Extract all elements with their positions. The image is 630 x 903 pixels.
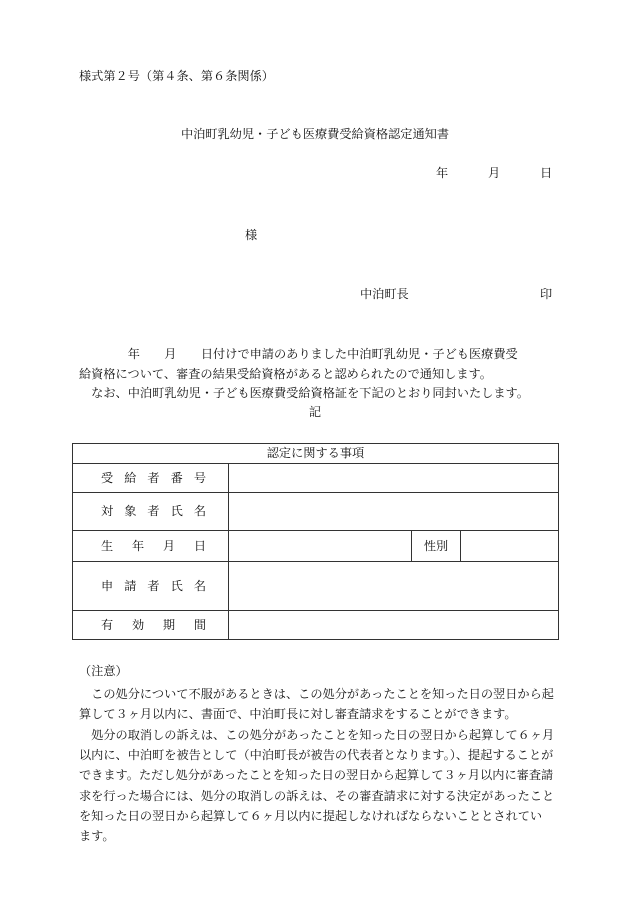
ki-marker: 記 bbox=[308, 405, 322, 419]
label-applicant-name bbox=[73, 562, 229, 611]
value-birth-date bbox=[229, 531, 412, 562]
addressee-suffix: 様 bbox=[245, 228, 258, 242]
value-gender bbox=[461, 531, 559, 562]
label-char: 申 bbox=[101, 578, 114, 593]
note-line: できます。ただし処分があったことを知った日の翌日から起算して３ヶ月以内に審査請 bbox=[79, 768, 554, 782]
label-char: 年 bbox=[131, 538, 145, 553]
body-line: なお、中泊町乳幼児・子ども医療費受給資格証を下記のとおり同封いたします。 bbox=[79, 386, 529, 400]
value-applicant-name bbox=[229, 562, 559, 611]
label-char: 名 bbox=[193, 578, 206, 593]
label-recipient-number bbox=[73, 464, 229, 493]
label-char: 有 bbox=[101, 617, 114, 632]
label-char: 給 bbox=[124, 470, 137, 485]
label-char: 請 bbox=[124, 578, 137, 593]
label-gender: 性別 bbox=[412, 531, 461, 562]
value-recipient-number bbox=[229, 464, 559, 493]
label-char: 月 bbox=[162, 538, 176, 553]
certification-table bbox=[72, 443, 559, 640]
body-line: 給資格について、審査の結果受給資格があると認められたので通知します。 bbox=[79, 367, 492, 381]
value-subject-name bbox=[229, 493, 559, 531]
seal-mark: 印 bbox=[540, 287, 553, 301]
label-char: 象 bbox=[124, 504, 137, 519]
label-validity-period bbox=[73, 611, 229, 640]
body-line: 年 月 日付けで申請のありました中泊町乳幼児・子ども医療費受 bbox=[79, 347, 518, 361]
note-line: 処分の取消しの訴えは、この処分があったことを知った日の翌日から起算して６ヶ月 bbox=[79, 728, 555, 742]
label-char: 対 bbox=[101, 504, 114, 519]
label-birth-date bbox=[73, 531, 229, 562]
notes-heading: （注意） bbox=[79, 664, 128, 678]
label-char: 名 bbox=[193, 504, 206, 519]
label-char: 効 bbox=[131, 617, 145, 632]
label-char: 者 bbox=[147, 578, 160, 593]
label-char: 生 bbox=[101, 538, 114, 553]
date-year-label: 年 bbox=[436, 166, 449, 180]
label-char: 間 bbox=[193, 617, 206, 632]
note-line: この処分について不服があるときは、この処分があったことを知った日の翌日から起 bbox=[79, 687, 554, 701]
label-char: 日 bbox=[193, 538, 206, 553]
label-char: 番 bbox=[170, 470, 183, 485]
document-title: 中泊町乳幼児・子ども医療費受給資格認定通知書 bbox=[180, 127, 450, 141]
label-subject-name bbox=[73, 493, 229, 531]
date-day-label: 日 bbox=[540, 166, 553, 180]
value-validity-period bbox=[229, 611, 559, 640]
label-char: 号 bbox=[193, 470, 206, 485]
issuer-name: 中泊町長 bbox=[360, 287, 409, 301]
form-number: 様式第２号（第４条、第６条関係） bbox=[79, 69, 274, 83]
note-line: を知った日の翌日から起算して６ヶ月以内に提起しなければならないこととされてい bbox=[79, 809, 543, 823]
note-line: 求を行った場合には、処分の取消しの訴えは、その審査請求に対する決定があったこと bbox=[79, 789, 555, 803]
date-month-label: 月 bbox=[488, 166, 501, 180]
label-char: 氏 bbox=[170, 578, 183, 593]
table-header: 認定に関する事項 bbox=[73, 444, 559, 464]
label-char: 期 bbox=[162, 617, 176, 632]
label-char: 受 bbox=[101, 470, 114, 485]
label-char: 氏 bbox=[170, 504, 183, 519]
label-char: 者 bbox=[147, 470, 160, 485]
label-char: 者 bbox=[147, 504, 160, 519]
note-line: ます。 bbox=[79, 829, 115, 843]
note-line: 算して３ヶ月以内に、書面で、中泊町長に対し審査請求をすることができます。 bbox=[79, 707, 517, 721]
note-line: 以内に、中泊町を被告として（中泊町長が被告の代表者となります。）、提起することが bbox=[79, 748, 554, 762]
